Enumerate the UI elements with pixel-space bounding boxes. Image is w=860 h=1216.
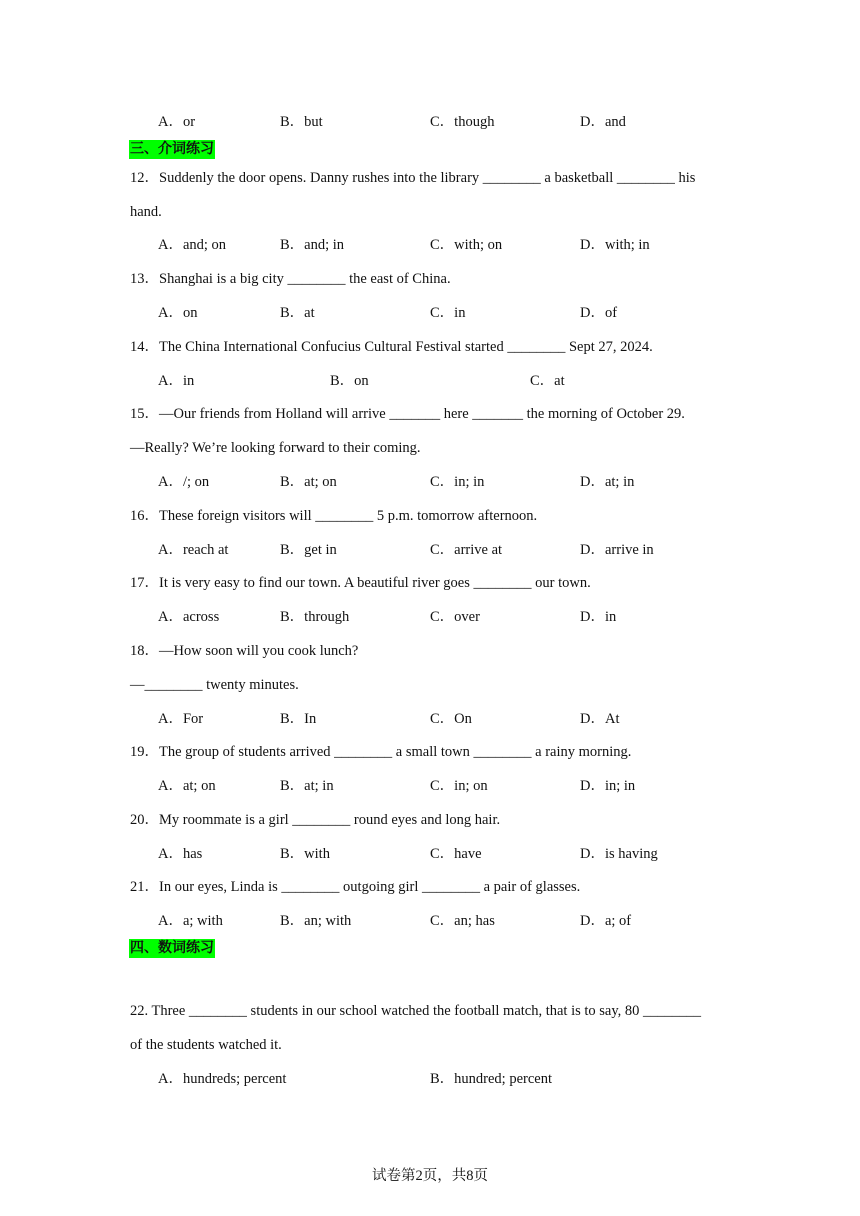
q11-option-c: C．though — [430, 114, 495, 130]
q11-option-a: A．or — [158, 114, 196, 130]
q18-option-b: B．In — [280, 711, 317, 727]
q12-option-c: C．with; on — [430, 237, 503, 253]
question-21-text: 21．In our eyes, Linda is ________ outgoing girl ________ a pair of glasses. — [130, 879, 581, 895]
section-heading-prepositions: 三、介词练习 — [130, 141, 214, 157]
question-14-text: 14．The China International Confucius Cultural Festival started ________ Sept 27, 2024. — [130, 339, 653, 355]
q13-option-c: C．in — [430, 305, 466, 321]
q17-option-d: D．in — [580, 609, 617, 625]
question-15-text: 15．—Our friends from Holland will arrive _______ here _______ the morning of October 29. — [130, 406, 685, 422]
question-22-text-cont: of the students watched it. — [130, 1037, 282, 1053]
question-16-text: 16．These foreign visitors will ________ 5 p.m. tomorrow afternoon. — [130, 508, 538, 524]
q15-option-c: C．in; in — [430, 474, 485, 490]
q11-option-b: B．but — [280, 114, 323, 130]
q14-option-a: A．in — [158, 373, 195, 389]
question-12-text: 12．Suddenly the door opens. Danny rushes into the library ________ a basketball ________ his — [130, 170, 696, 186]
q15-option-b: B．at; on — [280, 474, 337, 490]
q12-option-a: A．and; on — [158, 237, 227, 253]
q15-option-a: A．/; on — [158, 474, 210, 490]
q12-option-d: D．with; in — [580, 237, 650, 253]
q16-option-c: C．arrive at — [430, 542, 503, 558]
q13-option-d: D．of — [580, 305, 618, 321]
question-20-text: 20．My roommate is a girl ________ round eyes and long hair. — [130, 812, 501, 828]
question-15-text-cont: —Really? We’re looking forward to their coming. — [130, 440, 421, 456]
q19-option-c: C．in; on — [430, 778, 488, 794]
q22-option-a: A．hundreds; percent — [158, 1071, 287, 1087]
page-footer: 试卷第2页，共8页 — [372, 1168, 488, 1184]
q22-option-b: B．hundred; percent — [430, 1071, 553, 1087]
q17-option-c: C．over — [430, 609, 480, 625]
question-18-text: 18．—How soon will you cook lunch? — [130, 643, 359, 659]
q13-option-a: A．on — [158, 305, 198, 321]
question-22-text: 22. Three ________ students in our school watched the football match, that is to say, 80 ________ — [130, 1003, 702, 1019]
question-12-text-cont: hand. — [130, 204, 162, 220]
q18-option-c: C．On — [430, 711, 472, 727]
q14-option-c: C．at — [530, 373, 565, 389]
q17-option-b: B．through — [280, 609, 350, 625]
q12-option-b: B．and; in — [280, 237, 345, 253]
q13-option-b: B．at — [280, 305, 315, 321]
question-13-text: 13．Shanghai is a big city ________ the east of China. — [130, 271, 451, 287]
q17-option-a: A．across — [158, 609, 220, 625]
q18-option-d: D．At — [580, 711, 620, 727]
q15-option-d: D．at; in — [580, 474, 635, 490]
q20-option-a: A．has — [158, 846, 203, 862]
q19-option-a: A．at; on — [158, 778, 216, 794]
q19-option-b: B．at; in — [280, 778, 334, 794]
q11-option-d: D．and — [580, 114, 626, 130]
q20-option-c: C．have — [430, 846, 482, 862]
q20-option-b: B．with — [280, 846, 330, 862]
q21-option-c: C．an; has — [430, 913, 495, 929]
q19-option-d: D．in; in — [580, 778, 636, 794]
q16-option-b: B．get in — [280, 542, 337, 558]
section-heading-numerals: 四、数词练习 — [130, 940, 214, 956]
question-17-text: 17．It is very easy to find our town. A beautiful river goes ________ our town. — [130, 575, 591, 591]
question-19-text: 19．The group of students arrived ________ a small town ________ a rainy morning. — [130, 744, 632, 760]
q21-option-d: D．a; of — [580, 913, 632, 929]
q21-option-b: B．an; with — [280, 913, 352, 929]
q20-option-d: D．is having — [580, 846, 658, 862]
q21-option-a: A．a; with — [158, 913, 223, 929]
question-18-text-cont: —________ twenty minutes. — [130, 677, 299, 693]
q14-option-b: B．on — [330, 373, 369, 389]
q16-option-a: A．reach at — [158, 542, 229, 558]
q16-option-d: D．arrive in — [580, 542, 654, 558]
q18-option-a: A．For — [158, 711, 204, 727]
